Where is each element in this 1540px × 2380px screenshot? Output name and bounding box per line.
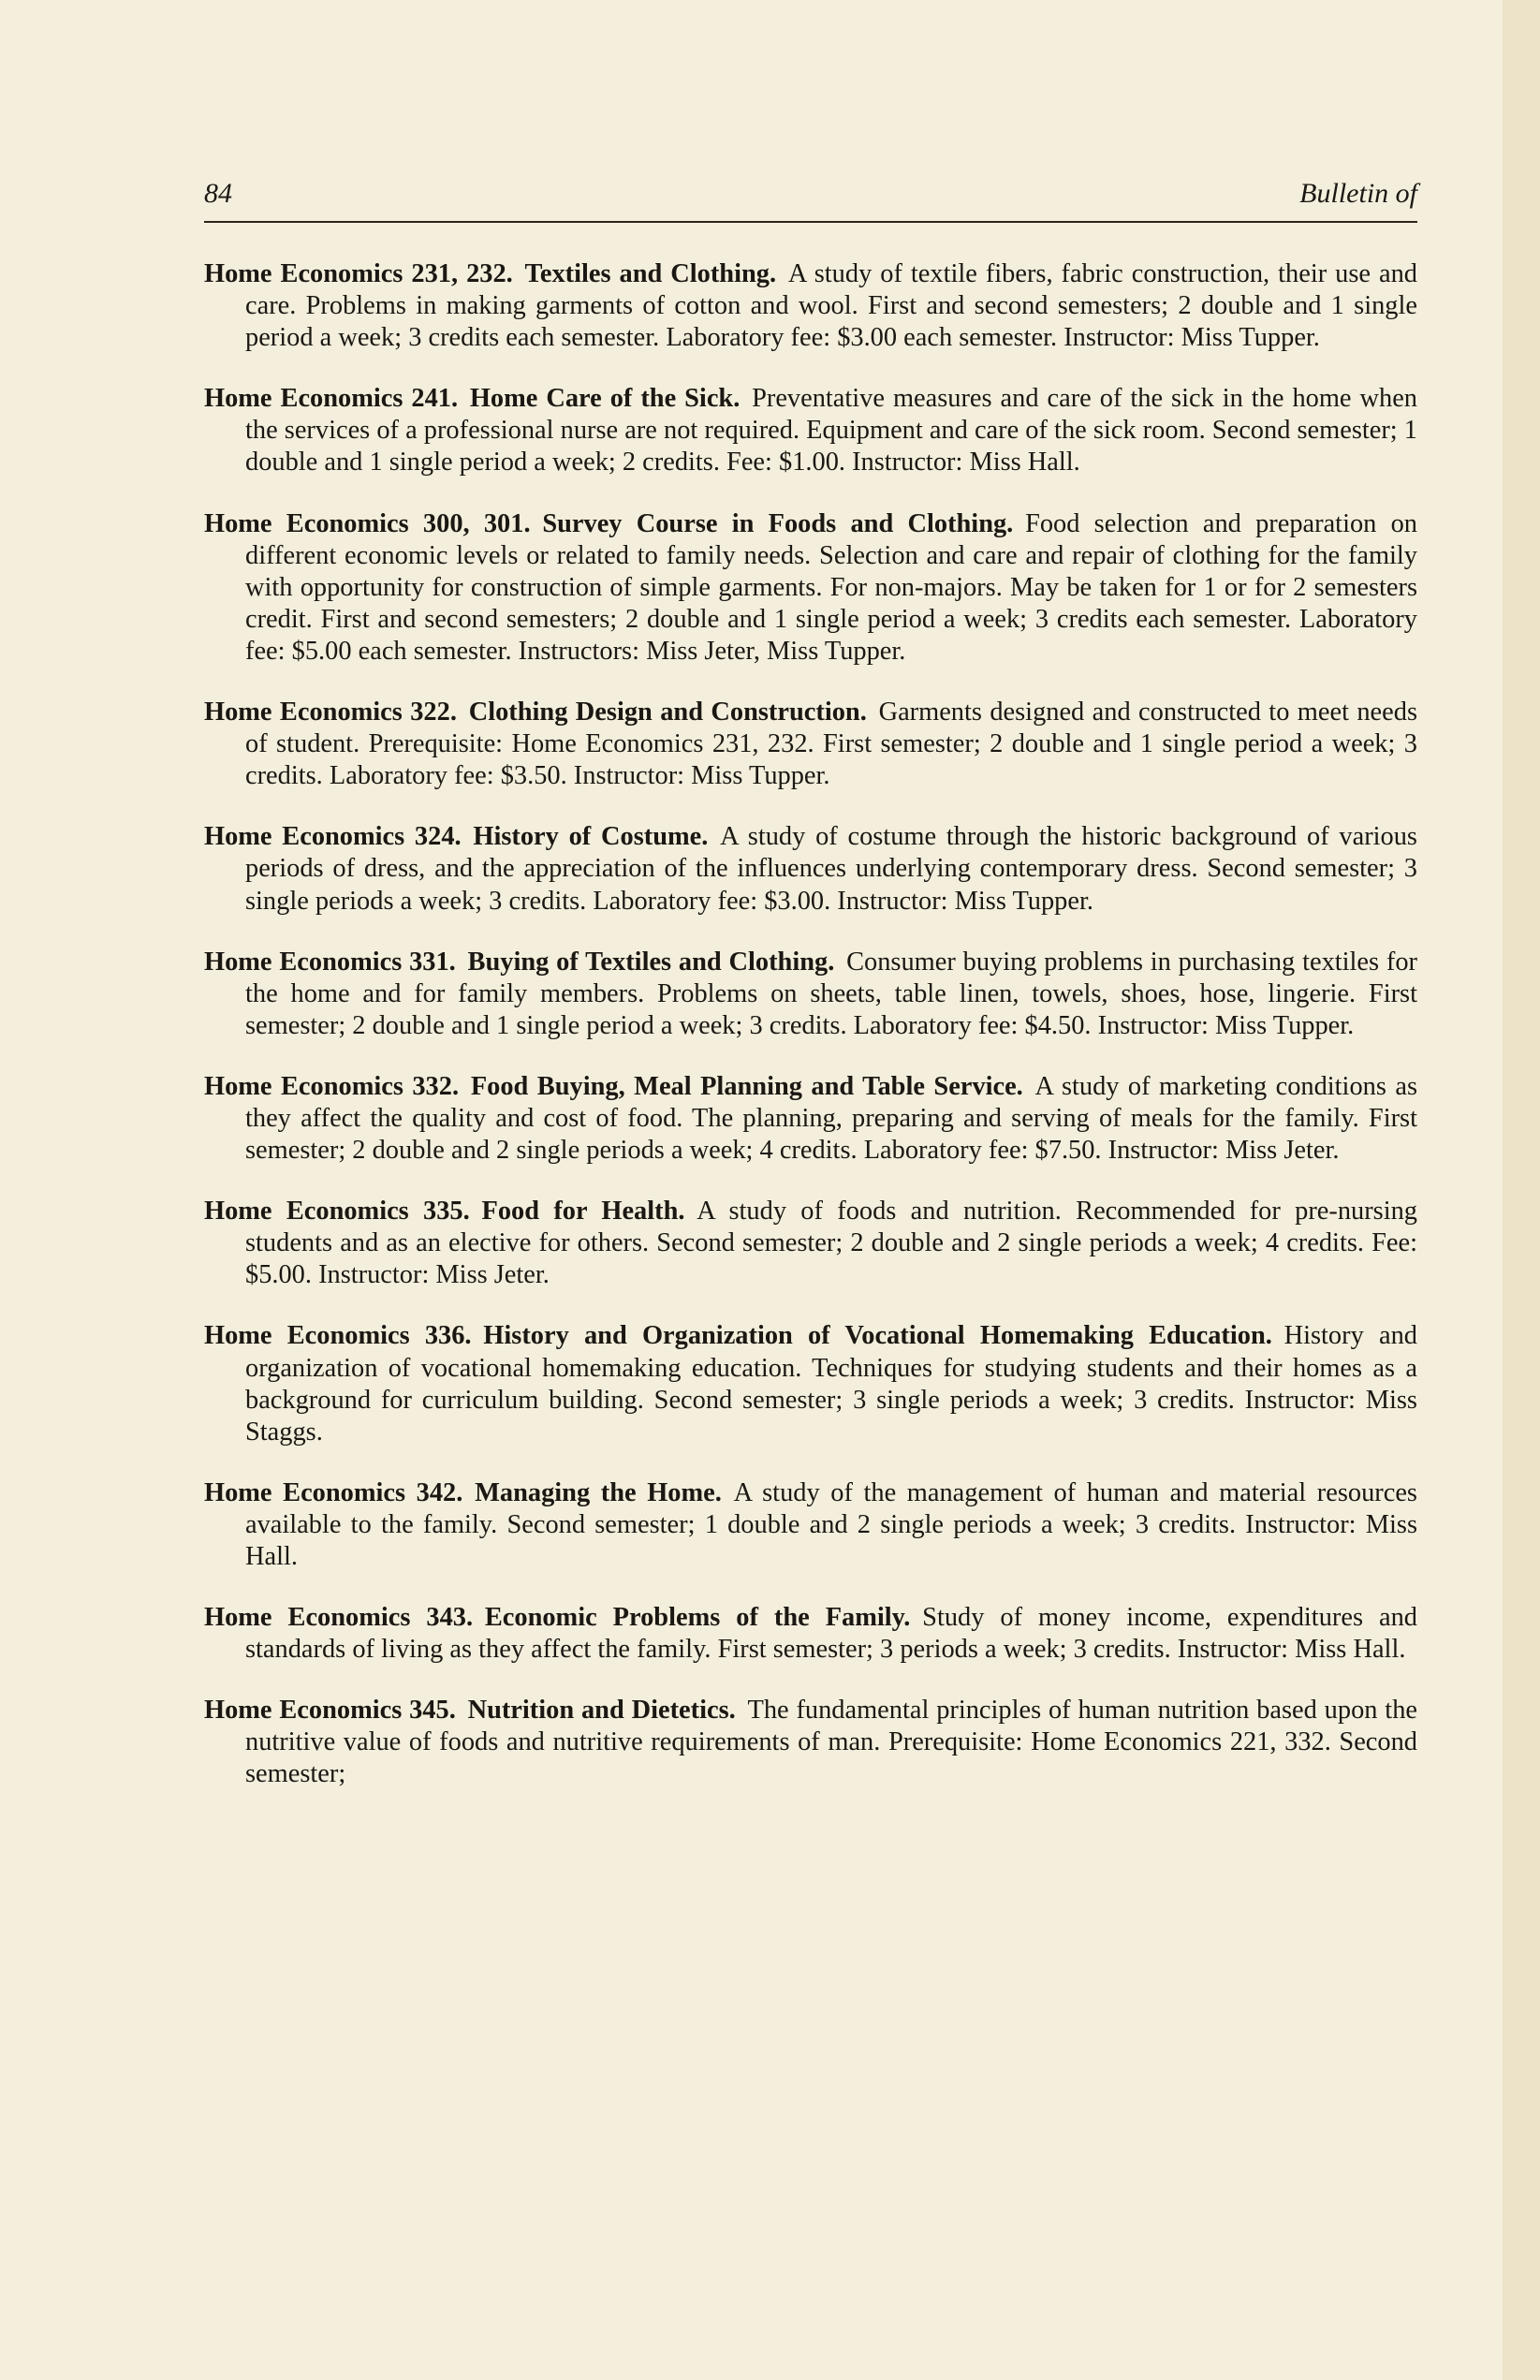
course-title: Economic Problems of the Family.	[484, 1603, 911, 1633]
course-number: Home Economics 336.	[204, 1321, 472, 1351]
course-number: Home Economics 300, 301.	[204, 508, 531, 538]
running-head: Bulletin of	[1299, 178, 1417, 209]
course-title: Food Buying, Meal Planning and Table Service.	[470, 1071, 1023, 1101]
course-number: Home Economics 332.	[204, 1071, 460, 1101]
page-edge	[1503, 0, 1540, 2380]
course-description: Consumer buying problems in purchasing textiles for the home and for family members. Problems on sheets, table linen, towels, shoes, hose, lingerie. First semester; 2 double and 1 single period a week; 3 credits. Laboratory fee: $4.50. Instructor: Miss Tupper.	[245, 947, 1417, 1040]
course-description: Preventative measures and care of the sick in the home when the services of a professional nurse are not required. Equipment and care of the sick room. Second semester; 1 double and 1 single period a week; 2 credits. Fee: $1.00. Instructor: Miss Hall.	[245, 384, 1417, 477]
course-title: Clothing Design and Construction.	[468, 698, 867, 727]
course-description: History and organization of vocational homemaking education. Techniques for studying students and their homes as a background for curriculum building. Second semester; 3 single periods a week; 3 credits. Instructor: Miss Staggs.	[245, 1321, 1417, 1447]
course-entry-322	[204, 697, 1417, 792]
course-entry-300-301	[204, 508, 1417, 668]
course-list	[204, 258, 1417, 1820]
page-header	[204, 178, 1417, 215]
course-entry-241	[204, 383, 1417, 478]
course-number: Home Economics 331.	[204, 947, 456, 977]
course-number: Home Economics 231, 232.	[204, 259, 513, 288]
course-number: Home Economics 241.	[204, 384, 459, 414]
course-description: Food selection and preparation on different economic levels or related to family needs. Selection and care and repair of clothing for the family with opportunity for construction of simple garments. For non-majors. May be taken for 1 or for 2 semesters credit. First and second semesters; 2 double and 1 single period a week; 3 credits each semester. Laboratory fee: $5.00 each semester. Instructors: Miss Jeter, Miss Tupper.	[245, 508, 1417, 666]
course-entry-335	[204, 1196, 1417, 1291]
course-number: Home Economics 345.	[204, 1696, 456, 1726]
course-title: Survey Course in Foods and Clothing.	[542, 508, 1014, 538]
course-entry-336	[204, 1320, 1417, 1447]
course-entry-324	[204, 821, 1417, 917]
course-entry-331	[204, 947, 1417, 1042]
course-entry-342	[204, 1477, 1417, 1573]
course-title: Home Care of the Sick.	[469, 384, 741, 414]
course-title: History and Organization of Vocational Homemaking Education.	[483, 1321, 1272, 1351]
course-description: A study of textile fibers, fabric construction, their use and care. Problems in making garments of cotton and wool. First and second semesters; 2 double and 1 single period a week; 3 credits each semester. Laboratory fee: $3.00 each semester. Instructor: Miss Tupper.	[245, 259, 1417, 353]
course-number: Home Economics 343.	[204, 1603, 474, 1633]
course-description: Garments designed and constructed to meet needs of student. Prerequisite: Home Economics 231, 232. First semester; 2 double and 1 single period a week; 3 credits. Laboratory fee: $3.50. Instructor: Miss Tupper.	[245, 698, 1417, 791]
course-entry-332	[204, 1071, 1417, 1167]
course-number: Home Economics 342.	[204, 1477, 463, 1507]
course-number: Home Economics 335.	[204, 1197, 470, 1227]
course-description: The fundamental principles of human nutrition based upon the nutritive value of foods and nutritive requirements of man. Prerequisite: Home Economics 221, 332. Second semester;	[245, 1696, 1417, 1789]
course-description: A study of the management of human and material resources available to the family. Second semester; 1 double and 2 single periods a week; 3 credits. Instructor: Miss Hall.	[245, 1477, 1417, 1571]
course-description: A study of marketing conditions as they affect the quality and cost of food. The planning, preparing and serving of meals for the family. First semester; 2 double and 2 single periods a week; 4 credits. Laboratory fee: $7.50. Instructor: Miss Jeter.	[245, 1071, 1417, 1166]
page-number: 84	[204, 178, 232, 209]
course-title: History of Costume.	[473, 822, 709, 852]
course-title: Nutrition and Dietetics.	[467, 1696, 736, 1726]
header-rule	[204, 221, 1417, 223]
course-title: Buying of Textiles and Clothing.	[467, 947, 835, 977]
course-description: A study of foods and nutrition. Recommended for pre-nursing students and as an elective for others. Second semester; 2 double and 2 single periods a week; 4 credits. Fee: $5.00. Instructor: Miss Jeter.	[245, 1197, 1417, 1290]
course-title: Textiles and Clothing.	[524, 259, 777, 288]
course-number: Home Economics 322.	[204, 698, 457, 727]
course-title: Managing the Home.	[475, 1477, 722, 1507]
course-entry-343	[204, 1602, 1417, 1666]
course-entry-345	[204, 1695, 1417, 1790]
course-number: Home Economics 324.	[204, 822, 462, 852]
course-entry-231-232	[204, 258, 1417, 354]
course-title: Food for Health.	[481, 1197, 685, 1227]
course-description: A study of costume through the historic background of various periods of dress, and the appreciation of the influences underlying contemporary dress. Second semester; 3 single periods a week; 3 credits. Laboratory fee: $3.00. Instructor: Miss Tupper.	[245, 822, 1417, 916]
course-description: Study of money income, expenditures and standards of living as they affect the family. First semester; 3 periods a week; 3 credits. Instructor: Miss Hall.	[245, 1603, 1417, 1665]
